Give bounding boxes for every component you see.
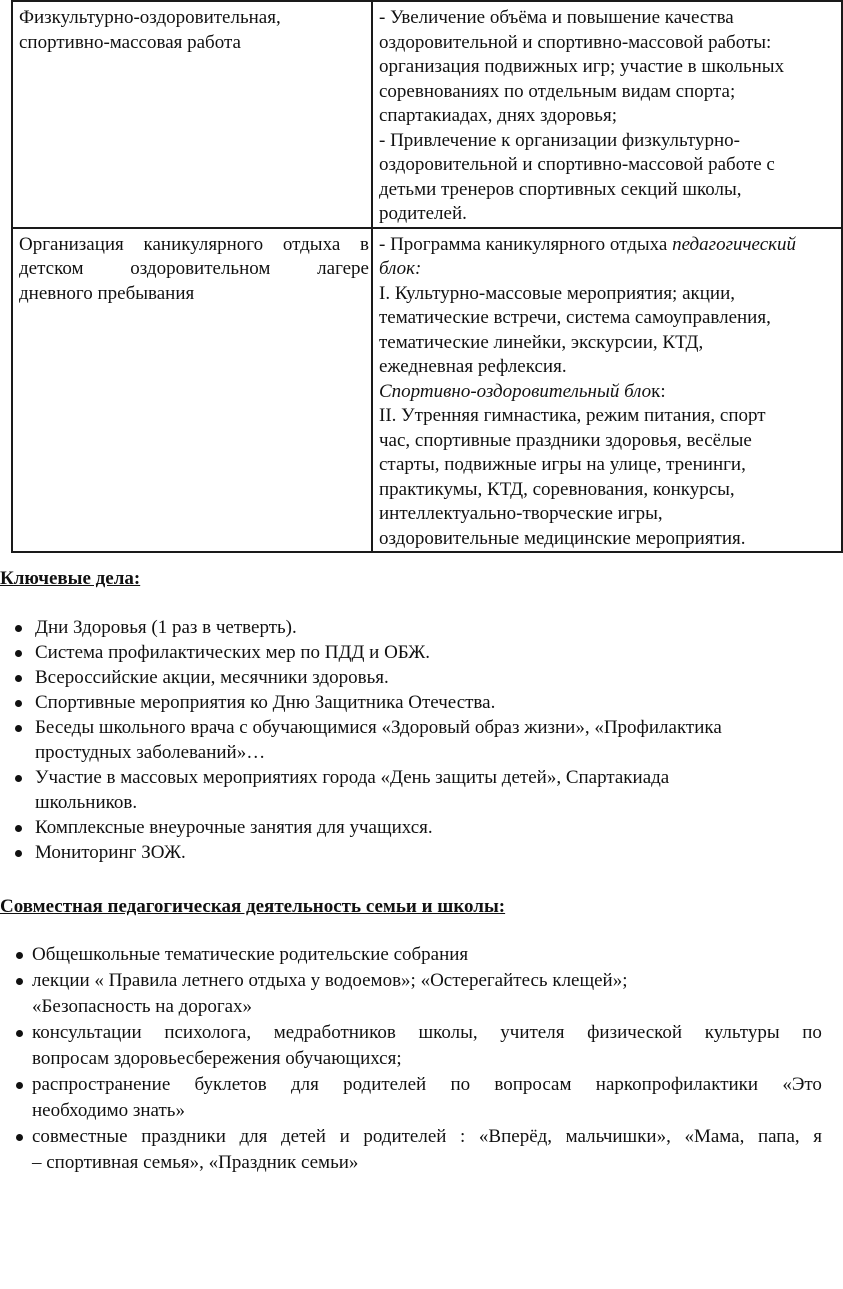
word: культуры [704, 1022, 780, 1043]
block-title-italic: педагогический [672, 233, 797, 255]
list-item-text: Система профилактических мер по ПДД и ОБЖ. [35, 642, 431, 663]
cell-text-line: тематические встречи, система самоуправления, [379, 307, 771, 328]
word: психолога, [164, 1022, 252, 1043]
word: Организация [19, 233, 124, 255]
word: совместные [32, 1126, 128, 1147]
list-item-text: Всероссийские акции, месячники здоровья. [35, 667, 389, 688]
list-item [35, 616, 825, 641]
table-row [12, 1, 842, 228]
block-title-suffix: к: [651, 380, 666, 402]
list-item-text: необходимо знать» [32, 1100, 185, 1121]
list-item [35, 716, 825, 766]
word: консультации [32, 1022, 142, 1043]
word: отдыха [282, 233, 341, 255]
cell-text-line: старты, подвижные игры на улице, тренинги, [379, 454, 746, 475]
table-cell-content [372, 228, 842, 553]
cell-text-line: оздоровительные медицинские мероприятия. [379, 527, 746, 549]
word: учителя [500, 1022, 565, 1043]
bullet-icon [16, 978, 23, 985]
family-school-list [32, 943, 822, 1177]
cell-text-line: оздоровительной и спортивно-массовой работе с [379, 154, 775, 175]
bullet-icon [15, 625, 22, 632]
list-item-justified-line [32, 1125, 822, 1151]
list-item [35, 691, 825, 716]
cell-text-line: оздоровительной и спортивно-массовой работы: [379, 31, 772, 53]
list-item [32, 943, 822, 969]
bullet-icon [15, 825, 22, 832]
word: детском [19, 258, 84, 279]
list-item-text: Участие в массовых мероприятиях города «День защиты детей», Спартакиада [35, 767, 670, 788]
list-item-text: «Безопасность на дорогах» [32, 996, 253, 1017]
cell-text-line: тематические линейки, экскурсии, КТД, [379, 331, 704, 353]
activity-table [11, 0, 843, 553]
cell-text-line: родителей. [379, 203, 467, 224]
list-item [32, 969, 822, 1021]
cell-text-line: час, спортивные праздники здоровья, весёлые [379, 429, 752, 451]
cell-text-line: детьми тренеров спортивных секций школы, [379, 178, 742, 200]
block-title-italic: блок: [379, 258, 422, 279]
word: лагере [317, 258, 369, 279]
bullet-icon [15, 675, 22, 682]
list-item-text: Беседы школьного врача с обучающимися «Здоровый образ жизни», «Профилактика [35, 717, 722, 738]
word: оздоровительном [130, 258, 271, 279]
cell-text-line: практикумы, КТД, соревнования, конкурсы, [379, 478, 735, 500]
word: вопросам [494, 1074, 572, 1095]
bullet-icon [16, 952, 23, 959]
table-row [12, 228, 842, 553]
cell-text-line: дневного пребывания [19, 282, 195, 304]
bullet-icon [15, 725, 22, 732]
word: буклетов [194, 1074, 267, 1095]
word: школы, [418, 1022, 478, 1043]
list-item-text: Общешкольные тематические родительские собрания [32, 944, 469, 965]
list-item-text: Мониторинг ЗОЖ. [35, 842, 186, 863]
word: родителей [343, 1074, 427, 1095]
cell-text-line: I. Культурно-массовые мероприятия; акции, [379, 282, 736, 304]
bullet-icon [16, 1134, 23, 1141]
list-item [35, 666, 825, 691]
cell-text-line: Физкультурно-оздоровительная, [19, 7, 281, 28]
word: я [813, 1126, 822, 1147]
table-cell-direction [12, 1, 372, 228]
word: «Мама, [684, 1126, 745, 1147]
bullet-icon [16, 1082, 23, 1089]
word: «Это [782, 1074, 822, 1095]
cell-text-line: - Увеличение объёма и повышение качества [379, 7, 734, 28]
bullet-icon [15, 700, 22, 707]
list-item-text: Комплексные внеурочные занятия для учащихся. [35, 817, 433, 838]
word: наркопрофилактики [595, 1074, 759, 1095]
list-item [32, 1125, 822, 1177]
key-events-list [35, 616, 825, 866]
cell-text-line: организация подвижных игр; участие в школьных [379, 56, 785, 77]
block-title-italic: Спортивно-оздоровительный бло [379, 380, 652, 402]
cell-justified-line [19, 233, 369, 258]
table-cell-direction [12, 228, 372, 553]
word: «Вперёд, [478, 1126, 553, 1147]
word: для [290, 1074, 319, 1095]
word: : [460, 1126, 466, 1147]
list-item-justified-line [32, 1073, 822, 1099]
word: каникулярного [143, 233, 264, 255]
list-item [35, 766, 825, 816]
cell-justified-line [19, 257, 369, 282]
list-item-text: – спортивная семья», «Праздник семьи» [32, 1152, 359, 1173]
bullet-icon [15, 650, 22, 657]
cell-text-line: интеллектуально-творческие игры, [379, 503, 663, 524]
word: в [359, 233, 369, 255]
list-item-text: школьников. [35, 792, 138, 813]
bullet-icon [16, 1030, 23, 1037]
cell-text-line: спортивно-массовая работа [19, 31, 241, 53]
list-item-text: Спортивные мероприятия ко Дню Защитника Отечества. [35, 692, 496, 713]
word: физической [587, 1022, 683, 1043]
cell-text-line: соревнованиях по отдельным видам спорта; [379, 80, 736, 102]
cell-text-line: - Привлечение к организации физкультурно- [379, 129, 740, 151]
list-item [32, 1021, 822, 1073]
word: распространение [32, 1074, 171, 1095]
family-school-heading: Совместная педагогическая деятельность семьи и школы: [0, 896, 506, 917]
bullet-icon [15, 850, 22, 857]
word: детей [280, 1126, 326, 1147]
list-item-justified-line [32, 1021, 822, 1047]
cell-text-line [379, 257, 837, 282]
list-item-text: лекции « Правила летнего отдыха у водоемов»; «Остерегайтесь клещей»; [32, 970, 628, 991]
list-item-text: вопросам здоровьесбережения обучающихся; [32, 1048, 402, 1069]
word: по [802, 1022, 822, 1043]
cell-text-line [379, 380, 837, 405]
list-item [35, 841, 825, 866]
word: по [450, 1074, 471, 1095]
word: мальчишки», [565, 1126, 671, 1147]
list-item [35, 816, 825, 841]
list-item [35, 641, 825, 666]
key-events-heading: Ключевые дела: [0, 568, 141, 589]
word: для [239, 1126, 268, 1147]
cell-text-line: спартакиадах, днях здоровья; [379, 105, 617, 126]
table-cell-content [372, 1, 842, 228]
bullet-icon [15, 775, 22, 782]
list-item [32, 1073, 822, 1125]
word: праздники [141, 1126, 226, 1147]
list-item-text: простудных заболеваний»… [35, 742, 266, 763]
word: медработников [273, 1022, 396, 1043]
word: папа, [757, 1126, 800, 1147]
word: и [339, 1126, 350, 1147]
program-text: - Программа каникулярного отдыха [379, 233, 673, 255]
cell-text-line: ежедневная рефлексия. [379, 356, 567, 377]
cell-text-line: II. Утренняя гимнастика, режим питания, спорт [379, 405, 766, 426]
word: родителей [363, 1126, 447, 1147]
cell-text-line [379, 233, 837, 258]
list-item-text: Дни Здоровья (1 раз в четверть). [35, 617, 297, 638]
